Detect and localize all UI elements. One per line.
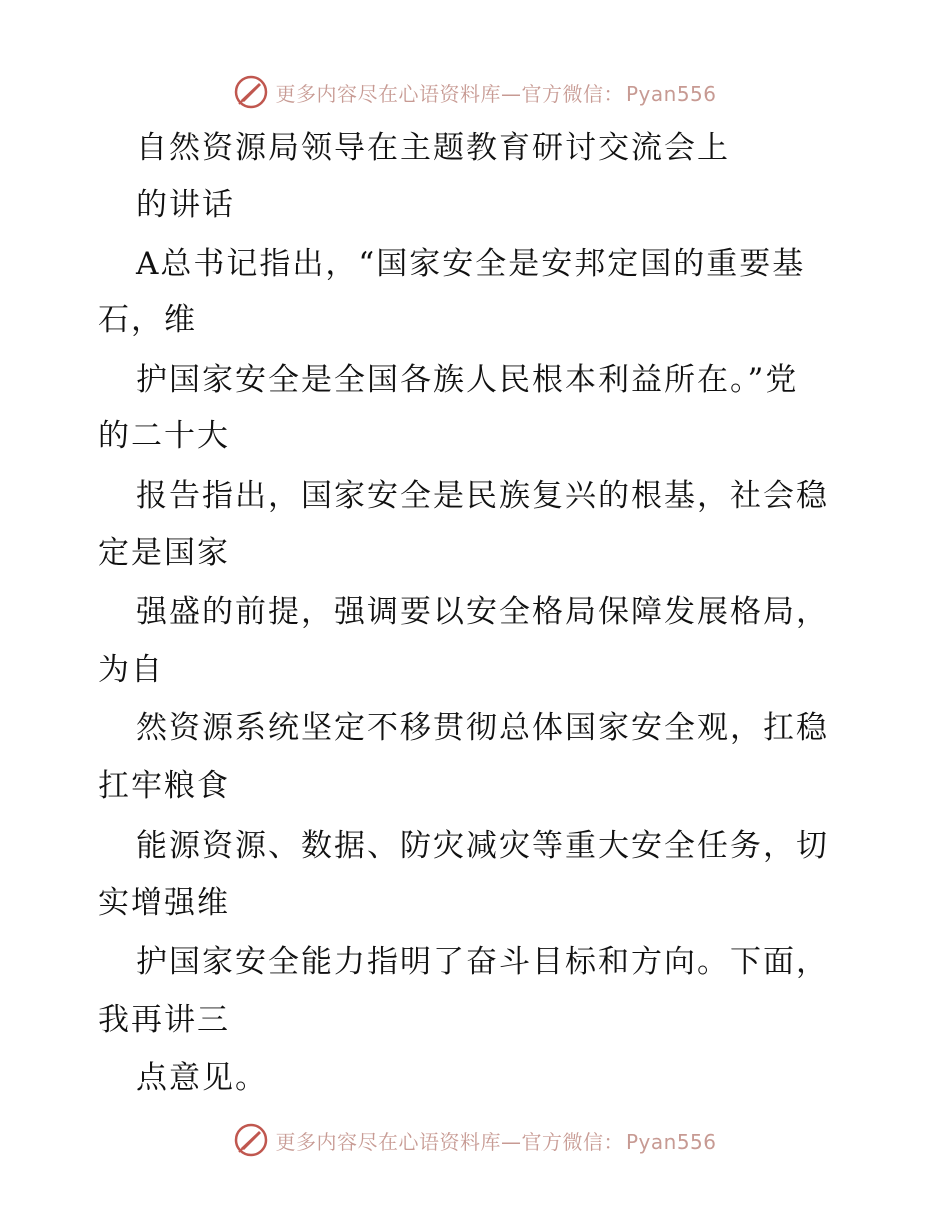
doc-line-5: 护国家安全是全国各族人民根本利益所在。”党 bbox=[136, 362, 799, 398]
wechat-id: Pyan556 bbox=[625, 1129, 717, 1154]
doc-line-16: 我再讲三 bbox=[98, 1002, 230, 1038]
doc-line-7: 报告指出，国家安全是民族复兴的根基，社会稳 bbox=[136, 478, 829, 514]
quill-logo-icon bbox=[233, 74, 269, 110]
quill-logo-icon bbox=[233, 1122, 269, 1158]
watermark-text: 更多内容尽在心语资料库—官方微信： Pyan556 bbox=[275, 1129, 717, 1154]
doc-line-9: 强盛的前提，强调要以安全格局保障发展格局， bbox=[136, 594, 829, 630]
doc-line-14: 实增强维 bbox=[98, 885, 230, 921]
doc-line-8: 定是国家 bbox=[98, 535, 230, 571]
doc-line-6: 的二十大 bbox=[98, 418, 230, 454]
watermark-banner-bottom bbox=[0, 1120, 950, 1160]
doc-title-line-2: 的讲话 bbox=[136, 187, 235, 223]
wechat-id: Pyan556 bbox=[625, 81, 717, 106]
doc-line-12: 扛牢粮食 bbox=[98, 768, 230, 804]
watermark-banner-top bbox=[0, 72, 950, 112]
doc-line-3: A总书记指出，“国家安全是安邦定国的重要基 bbox=[136, 246, 806, 282]
doc-line-11: 然资源系统坚定不移贯彻总体国家安全观，扛稳 bbox=[136, 710, 829, 746]
watermark-text: 更多内容尽在心语资料库—官方微信： Pyan556 bbox=[275, 81, 717, 106]
doc-line-4: 石，维 bbox=[98, 302, 197, 338]
doc-title-line-1: 自然资源局领导在主题教育研讨交流会上 bbox=[136, 130, 730, 166]
doc-line-13: 能源资源、数据、防灾减灾等重大安全任务，切 bbox=[136, 828, 829, 864]
doc-line-10: 为自 bbox=[98, 652, 164, 688]
doc-line-15: 护国家安全能力指明了奋斗目标和方向。下面， bbox=[136, 944, 829, 980]
doc-line-17: 点意见。 bbox=[136, 1060, 268, 1096]
